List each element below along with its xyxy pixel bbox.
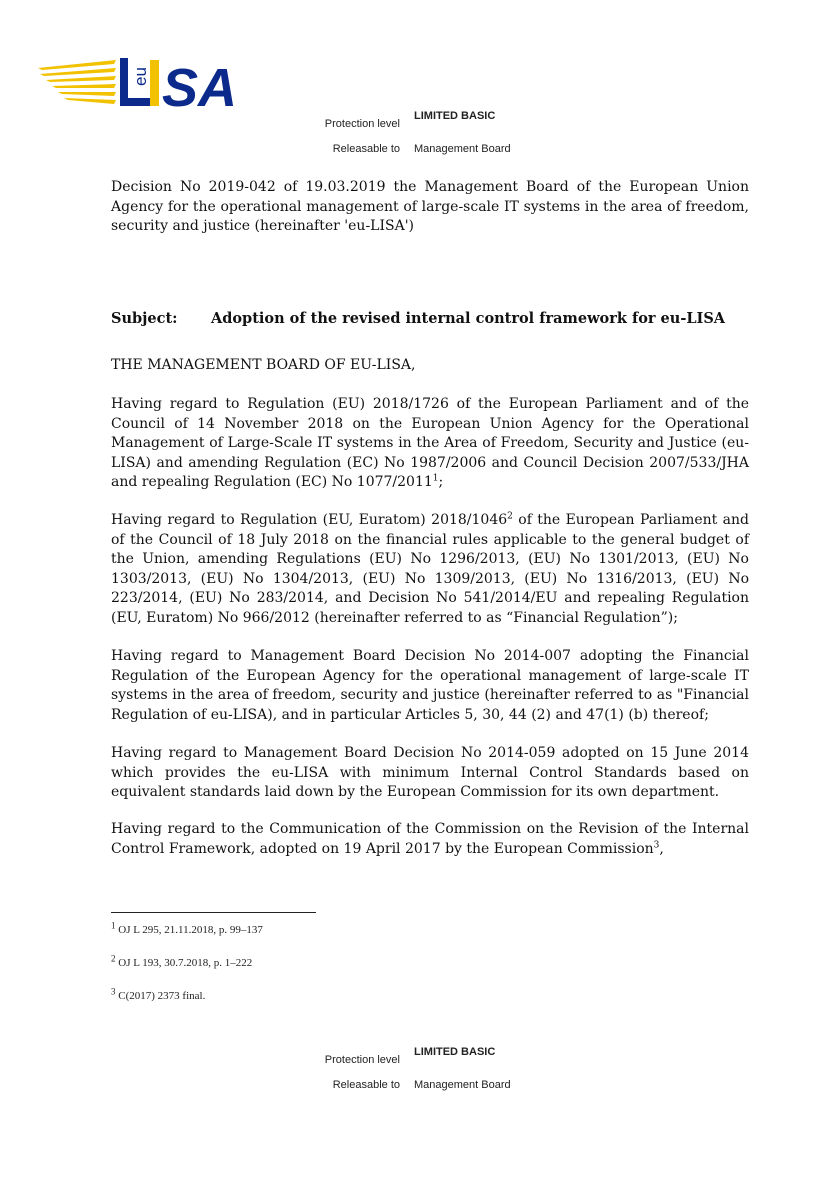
releasable-to-label: Releasable to (332, 143, 400, 155)
eu-lisa-logo (38, 52, 262, 114)
footnote-number: 1 (111, 920, 116, 931)
footnote-number: 3 (111, 986, 116, 997)
footnote-ref: 1 (432, 473, 439, 484)
classification-header (0, 110, 840, 155)
footnote-ref: 2 (507, 511, 513, 522)
decision-title: Decision No 2019-042 of 19.03.2019 the Management Board of the European Union Agency for the operational management of large-scale IT systems in the area of freedom, security and justice (hereinafter 'eu-LISA') (111, 179, 749, 234)
protection-level-label: Protection level (324, 1054, 400, 1066)
subject-text: Adoption of the revised internal control framework for eu-LISA (211, 310, 726, 327)
protection-level-label: Protection level (324, 118, 400, 130)
footnote-divider (111, 912, 316, 913)
protection-level-value: LIMITED BASIC (414, 110, 496, 122)
board-heading: THE MANAGEMENT BOARD OF EU-LISA, (111, 357, 416, 373)
paragraph-end: , (659, 840, 664, 857)
footnote (111, 986, 206, 1002)
paragraph: Having regard to Management Board Decision No 2014-059 adopted on 15 June 2014 which provides the eu-LISA with minimum Internal Control Standards based on equivalent standards laid down by the European Commission for its own department. (111, 745, 749, 800)
footnote-text: OJ L 193, 30.7.2018, p. 1–222 (115, 957, 253, 969)
paragraph-text: Having regard to Regulation (EU, Euratom) 2018/1046 (111, 512, 508, 528)
releasable-to-value: Management Board (414, 1079, 511, 1091)
releasable-to-label: Releasable to (332, 1079, 400, 1091)
releasable-to-value: Management Board (414, 143, 511, 155)
footnote-text: C(2017) 2373 final. (115, 990, 206, 1002)
svg-text:SA: SA (162, 58, 238, 114)
footnote-number: 2 (111, 953, 116, 964)
paragraph-text: Having regard to Regulation (EU) 2018/1726 of the European Parliament and of the Council of 14 November 2018 on the European Union Agency for the Operational Management of Large-Scale IT systems in the Area of Freedom, Security and Justice (eu-LISA) and amending Regulation (EC) No 1987/2006 and Council Decision 2007/533/JHA and repealing Regulation (EC) No 1077/2011 (111, 396, 749, 490)
subject-line (111, 309, 749, 329)
paragraph (111, 820, 749, 859)
paragraph (111, 395, 749, 493)
classification-footer (0, 1046, 840, 1091)
footnote-ref: 3 (653, 839, 660, 850)
paragraph (111, 511, 749, 628)
protection-level-value: LIMITED BASIC (414, 1046, 496, 1058)
subject-label: Subject: (111, 310, 178, 327)
footnote (111, 953, 253, 969)
paragraph-end: ; (438, 474, 444, 490)
footnote-text: OJ L 295, 21.11.2018, p. 99–137 (115, 924, 263, 936)
paragraph-text: of the European Parliament and of the Council of 18 July 2018 on the financial rules applicable to the general budget of the Union, amending Regulations (EU) No 1296/2013, (EU) No 1301/2013, (EU) No 1303/2013, (EU) No 1304/2013, (EU) No 1309/2013, (EU) No 1316/2013, (EU) No 223/2014, (EU) No 283/2014, and Decision No 541/2014/EU and repealing Regulation (EU, Euratom) No 966/2012 (hereinafter referred to as “Financial Regulation”); (111, 512, 750, 626)
paragraph: Having regard to Management Board Decision No 2014-007 adopting the Financial Regulation of the European Agency for the operational management of large-scale IT systems in the area of freedom, security and justice (hereinafter referred to as "Financial Regulation of eu-LISA), and in particular Articles 5, 30, 44 (2) and 47(1) (b) thereof; (111, 648, 749, 723)
svg-text:eu: eu (131, 67, 150, 86)
paragraph-text: Having regard to the Communication of the Commission on the Revision of the Internal Control Framework, adopted on 19 April 2017 by the European Commission (111, 821, 749, 857)
footnote (111, 920, 263, 936)
